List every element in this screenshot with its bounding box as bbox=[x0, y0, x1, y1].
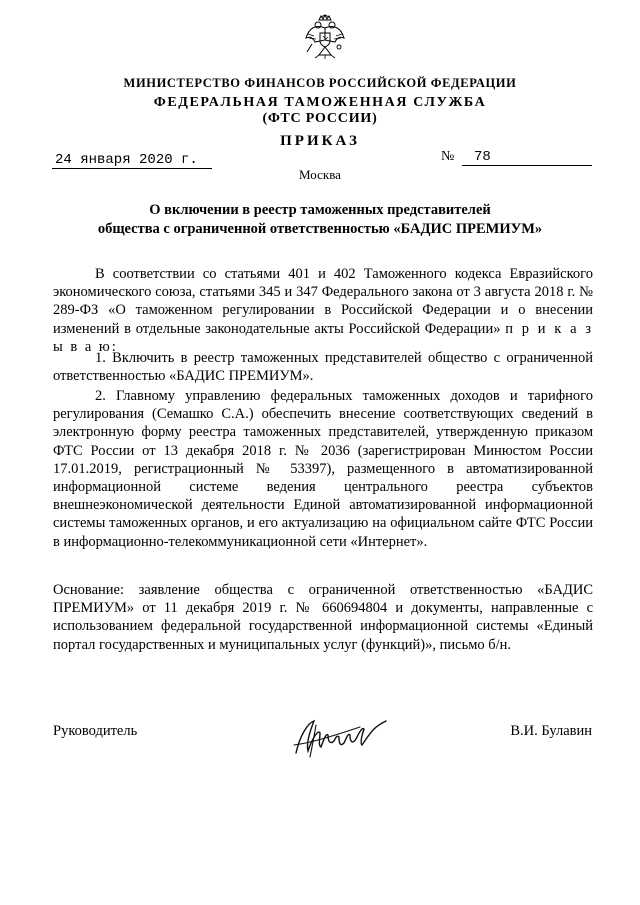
orders-word: п р и к а з ы в а ю: bbox=[53, 320, 593, 355]
basis-text: Основание: заявление общества с ограниченной ответственностью «БАДИС ПРЕМИУМ» от 11 декабря 2019 г. № 660694804 и документы, направленные с использованием федеральной государственной информационной системы «Единый портал государственных и муниципальных услуг (функций)», письмо б/н. bbox=[53, 582, 593, 653]
signatory-name: В.И. Булавин bbox=[510, 723, 592, 739]
preamble-paragraph bbox=[53, 265, 593, 356]
service-abbreviation: (ФТС РОССИИ) bbox=[262, 111, 378, 126]
subject-line-2: общества с ограниченной ответственностью «БАДИС ПРЕМИУМ» bbox=[97, 221, 543, 237]
order-item-2 bbox=[53, 387, 593, 551]
basis-paragraph bbox=[53, 581, 593, 654]
service-name: ФЕДЕРАЛЬНАЯ ТАМОЖЕННАЯ СЛУЖБА bbox=[153, 95, 487, 110]
document-type-title: ПРИКАЗ bbox=[280, 133, 360, 149]
signatory-role: Руководитель bbox=[53, 723, 138, 739]
order-number-label: № bbox=[441, 149, 455, 164]
number-underline bbox=[462, 165, 592, 166]
order-item-1-text: 1. Включить в реестр таможенных представителей общество с ограниченной ответственностью «БАДИС ПРЕМИУМ». bbox=[53, 350, 593, 385]
handwritten-signature-icon bbox=[290, 715, 400, 760]
issue-city: Москва bbox=[299, 167, 341, 182]
subject-line-1: О включении в реестр таможенных представителей bbox=[149, 202, 491, 218]
order-number: 78 bbox=[474, 149, 491, 165]
order-date: 24 января 2020 г. bbox=[55, 152, 198, 168]
order-item-1 bbox=[53, 349, 593, 385]
russian-coat-of-arms-icon bbox=[304, 14, 346, 60]
order-item-2-text: 2. Главному управлению федеральных таможенных доходов и тарифного регулирования (Семашко С.А.) обеспечить внесение соответствующих сведений в электронную форму реестра таможенных представителей, утвержденную приказом ФТС России от 13 декабря 2018 г. № 2036 (зарегистрирован Минюстом России 17.01.2019, регистрационный № 53397), размещенного в автоматизированной информационной системе ведения центрального реестра субъектов внешнеэкономической деятельности Единой автоматизированной информационной системы таможенных органов, и его актуализацию на официальном сайте ФТС России в информационно-телекоммуникационной сети «Интернет». bbox=[53, 388, 593, 550]
preamble-text: В соответствии со статьями 401 и 402 Таможенного кодекса Евразийского экономического союза, статьями 345 и 347 Федерального закона от 3 августа 2018 г. № 289-ФЗ «О таможенном регулировании в Российской Федерации и о внесении изменений в отдельные законодательные акты Российской Федерации» bbox=[53, 266, 593, 337]
ministry-name: МИНИСТЕРСТВО ФИНАНСОВ РОССИЙСКОЙ ФЕДЕРАЦИИ bbox=[123, 76, 517, 90]
